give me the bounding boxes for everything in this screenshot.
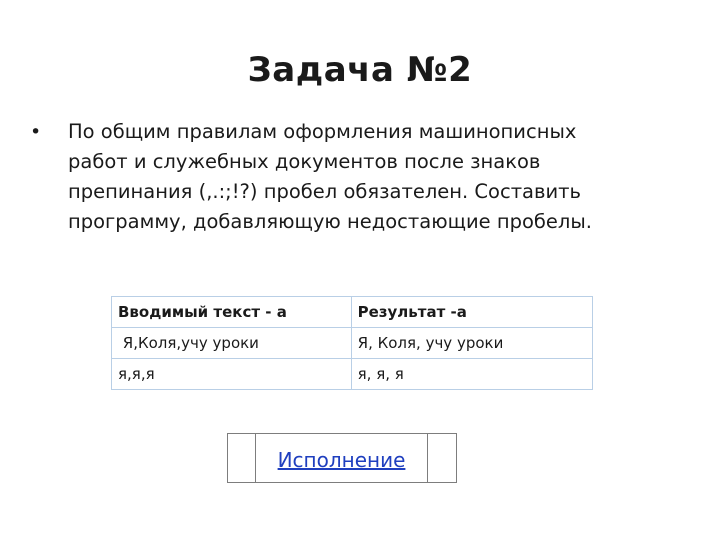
example-table [111, 296, 593, 390]
execute-button-frame [227, 433, 457, 483]
slide-title: Задача №2 [247, 50, 473, 90]
header-result: Результат -а [351, 297, 592, 328]
task-text: По общим правилам оформления машинописных работ и служебных документов после знаков препинания (,.:;!?) пробел обязателен. Составить программу, добавляющую недостающие пробелы. [68, 120, 592, 233]
table-cell-result: Я, Коля, учу уроки [351, 328, 592, 359]
frame-divider [427, 434, 428, 482]
header-input-text: Вводимый текст - а [112, 297, 352, 328]
table-row [112, 328, 593, 359]
table-cell-input: я,я,я [112, 359, 352, 390]
table-row [112, 359, 593, 390]
table-header-row [112, 297, 593, 328]
bullet-marker: • [30, 121, 42, 143]
table-cell-result: я, я, я [351, 359, 592, 390]
execute-link[interactable]: Исполнение [277, 448, 406, 472]
table-cell-input: Я,Коля,учу уроки [112, 328, 352, 359]
